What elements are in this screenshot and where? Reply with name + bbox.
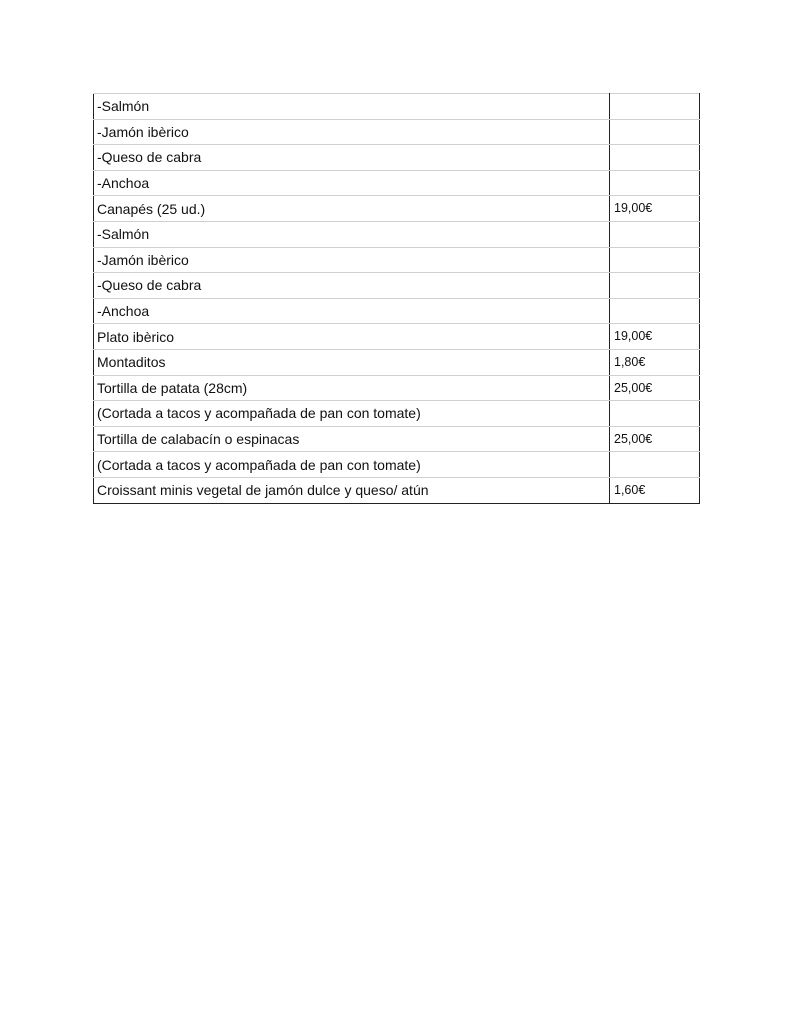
table-row — [94, 426, 700, 452]
table-row — [94, 349, 700, 375]
table-row — [94, 401, 700, 427]
item-cell: (Cortada a tacos y acompañada de pan con tomate) — [94, 452, 610, 478]
item-cell: -Salmón — [94, 221, 610, 247]
table-row — [94, 145, 700, 171]
price-cell — [610, 298, 700, 324]
item-cell: Montaditos — [94, 349, 610, 375]
price-cell: 1,60€ — [610, 477, 700, 503]
table-row — [94, 298, 700, 324]
table-row — [94, 247, 700, 273]
price-cell: 19,00€ — [610, 196, 700, 222]
price-cell — [610, 145, 700, 171]
item-cell: -Queso de cabra — [94, 145, 610, 171]
price-cell: 25,00€ — [610, 426, 700, 452]
price-cell — [610, 401, 700, 427]
item-cell: Tortilla de calabacín o espinacas — [94, 426, 610, 452]
price-cell — [610, 170, 700, 196]
item-cell: -Jamón ibèrico — [94, 119, 610, 145]
table-row — [94, 196, 700, 222]
price-cell — [610, 247, 700, 273]
item-cell: Canapés (25 ud.) — [94, 196, 610, 222]
price-cell — [610, 119, 700, 145]
price-cell — [610, 94, 700, 120]
item-cell: -Jamón ibèrico — [94, 247, 610, 273]
price-cell — [610, 221, 700, 247]
table-row — [94, 375, 700, 401]
price-cell — [610, 273, 700, 299]
table-row — [94, 324, 700, 350]
price-cell — [610, 452, 700, 478]
item-cell: Plato ibèrico — [94, 324, 610, 350]
table-row — [94, 273, 700, 299]
item-cell: -Queso de cabra — [94, 273, 610, 299]
item-cell: Tortilla de patata (28cm) — [94, 375, 610, 401]
table-row — [94, 452, 700, 478]
table-row — [94, 119, 700, 145]
table-row — [94, 477, 700, 503]
item-cell: -Salmón — [94, 94, 610, 120]
price-cell: 25,00€ — [610, 375, 700, 401]
item-cell: -Anchoa — [94, 298, 610, 324]
price-cell: 19,00€ — [610, 324, 700, 350]
item-cell: Croissant minis vegetal de jamón dulce y queso/ atún — [94, 477, 610, 503]
item-cell: -Anchoa — [94, 170, 610, 196]
price-cell: 1,80€ — [610, 349, 700, 375]
table-row — [94, 94, 700, 120]
menu-price-table — [93, 93, 700, 504]
table-row — [94, 221, 700, 247]
item-cell: (Cortada a tacos y acompañada de pan con tomate) — [94, 401, 610, 427]
table-row — [94, 170, 700, 196]
